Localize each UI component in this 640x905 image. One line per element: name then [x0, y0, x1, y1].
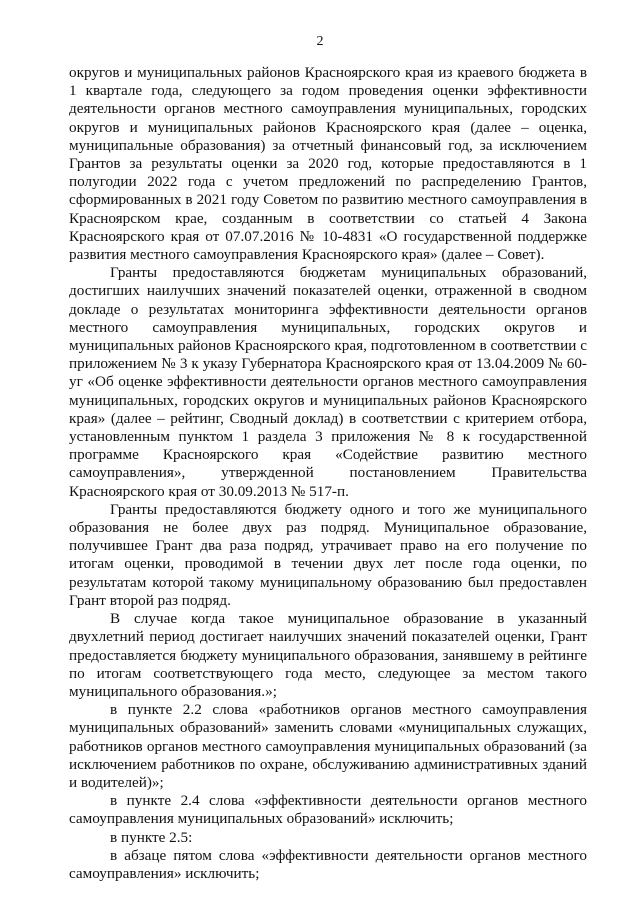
paragraph-grants-transfer: В случае когда такое муниципальное образование в указанный двухлетний период достигает наилучших значений показателей оценки, Грант предоставляется бюджету муниципального образования, занявшему в рейтинге по итогам соответствующего года место, следующее за местом такого муниципального образования.»;: [69, 610, 587, 700]
paragraph-continuation: округов и муниципальных районов Красноярского края из краевого бюджета в 1 квартале года, следующего за годом проведения оценки эффективности деятельности органов местного самоуправления муниципальных, городских округов и муниципальных районов Красноярского края (далее – оценка, муниципальные образования) за отчетный финансовый год, за исключением Грантов за результаты оценки за 2020 год, которые предоставляются в 1 полугодии 2022 года с учетом предложений по распределению Грантов, сформированных в 2021 году Советом по развитию местного самоуправления в Красноярском крае, созданным в соответствии со статьей 4 Закона Красноярского края от 07.07.2016 № 10-4831 «О государственной поддержке развития местного самоуправления Красноярского края» (далее – Совет).: [69, 64, 587, 264]
paragraph-clause-2-5: в пункте 2.5:: [110, 828, 193, 846]
document-body: [69, 64, 587, 883]
paragraph-clause-2-2: в пункте 2.2 слова «работников органов местного самоуправления муниципальных образований» заменить словами «муниципальных служащих, работников органов местного самоуправления муниципальных образований (за исключением работников по охране, обслуживанию административных зданий и водителей)»;: [69, 701, 587, 791]
paragraph-grants-criteria: Гранты предоставляются бюджетам муниципальных образований, достигших наилучших значений показателей оценки, отраженной в сводном докладе о результатах мониторинга эффективности деятельности органов местного самоуправления муниципальных, городских округов и муниципальных районов Красноярского края, подготовленном в соответствии с приложением № 3 к указу Губернатора Красноярского края от 13.04.2009 № 60-уг «Об оценке эффективности деятельности органов местного самоуправления муниципальных, городских округов и муниципальных районов Красноярского края» (далее – рейтинг, Сводный доклад) в соответствии с критерием отбора, установленным пунктом 1 раздела 3 приложения № 8 к государственной программе Красноярского края «Содействие развитию местного самоуправления», утвержденной постановлением Правительства Красноярского края от 30.09.2013 № 517-п.: [69, 264, 587, 500]
paragraph-clause-2-4: в пункте 2.4 слова «эффективности деятельности органов местного самоуправления муниципальных образований» исключить;: [69, 792, 587, 828]
paragraph-grants-limit: Гранты предоставляются бюджету одного и того же муниципального образования не более двух раз подряд. Муниципальное образование, получившее Грант два раза подряд, утрачивает право на его получение по итогам оценки, проводимой в течении двух лет после года оценки, по результатам которой такому муниципальному образованию был предоставлен Грант второй раз подряд.: [69, 500, 587, 609]
page-number: 2: [316, 34, 324, 49]
paragraph-clause-2-5-abzac: в абзаце пятом слова «эффективности деятельности органов местного самоуправления» исключить;: [69, 846, 587, 882]
